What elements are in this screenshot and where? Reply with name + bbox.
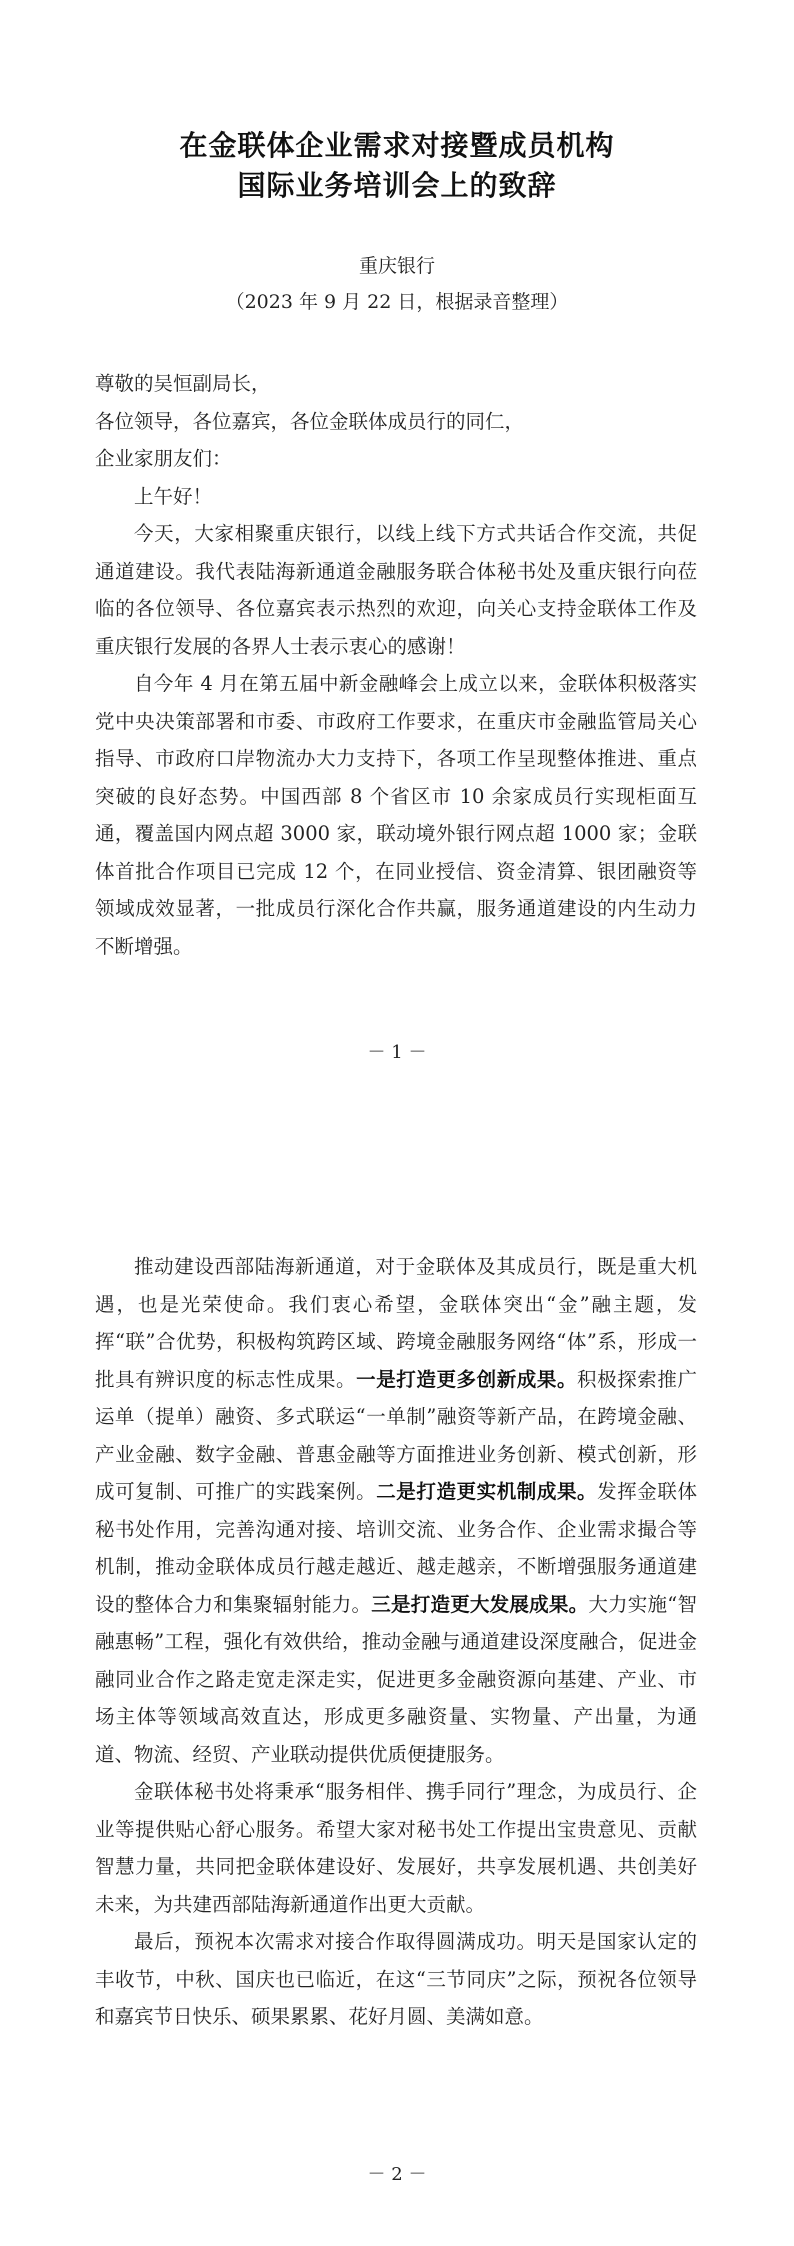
speech-dateline: （2023 年 9 月 22 日，根据录音整理） [225,291,569,313]
speech-body-page-2 [95,1248,697,2036]
title-line-1: 在金联体企业需求对接暨成员机构 [179,129,615,162]
point-2-body: 发挥金联体秘书处作用，完善沟通对接、培训交流、业务合作、企业需求撮合等机制，推动金联体成员行越走越近、越走越亲，不断增强服务通道建设的整体合力和集聚辐射能力。 [95,1480,697,1616]
salutation-line: 尊敬的吴恒副局长， [95,372,271,395]
salutation-line: 企业家朋友们： [95,447,232,470]
point-1-heading: 一是打造更多创新成果。 [356,1367,578,1391]
title-line-2: 国际业务培训会上的致辞 [237,169,557,202]
page-number: － 2 － [367,2164,427,2185]
point-3-body: 大力实施“智融惠畅”工程，强化有效供给，推动金融与通道建设深度融合，促进金融同业合作之路走宽走深走实，促进更多金融资源向基建、产业、市场主体等领域高效直达，形成更多融资量、实物量、产出量，为通道、物流、经贸、产业联动提供优质便捷服务。 [95,1592,697,1766]
point-3-heading: 三是打造更大发展成果。 [371,1592,589,1616]
speaker-organization: 重庆银行 [358,255,435,277]
paragraph-welcome: 今天，大家相聚重庆银行，以线上线下方式共话合作交流，共促通道建设。我代表陆海新通道金融服务联合体秘书处及重庆银行向莅临的各位领导、各位嘉宾表示热烈的欢迎，向关心支持金联体工作及重庆银行发展的各界人士表示衷心的感谢！ [95,522,697,658]
point-2-heading: 二是打造更实机制成果。 [376,1480,598,1503]
paragraph-intro: 推动建设西部陆海新通道，对于金联体及其成员行，既是重大机遇，也是光荣使命。我们衷心希望，金联体突出“金”融主题，发挥“联”合优势，积极构筑跨区域、跨境金融服务网络“体”系，形成一批具有辨识度的标志性成果。 [95,1255,697,1391]
greeting: 上午好！ [134,484,213,508]
paragraph-key-points [95,1248,697,1773]
document-page-2 [0,1123,794,2246]
speech-body-page-1 [95,365,697,965]
paragraph-secretariat: 金联体秘书处将秉承“服务相伴、携手同行”理念，为成员行、企业等提供贴心舒心服务。希望大家对秘书处工作提出宝贵意见、贡献智慧力量，共同把金联体建设好、发展好，共享发展机遇、共创美好未来，为共建西部陆海新通道作出更大贡献。 [95,1780,697,1916]
document-title [0,126,794,206]
paragraph-achievements: 自今年 4 月在第五届中新金融峰会上成立以来，金联体积极落实党中央决策部署和市委、市政府工作要求，在重庆市金融监管局关心指导、市政府口岸物流办大力支持下，各项工作呈现整体推进、重点突破的良好态势。中国西部 8 个省区市 10 余家成员行实现柜面互通，覆盖国内网点超 3000 家，联动境外银行网点超 1000 家；金联体首批合作项目已完成 12 个，在同业授信、资金清算、银团融资等领域成效显著，一批成员行深化合作共赢，服务通道建设的内生动力不断增强。 [95,672,697,958]
point-1-body: 积极探索推广运单（提单）融资、多式联运“一单制”融资等新产品，在跨境金融、产业金融、数字金融、普惠金融等方面推进业务创新、模式创新，形成可复制、可推广的实践案例。 [95,1367,697,1503]
page-number: － 1 － [367,1042,427,1063]
salutation-line: 各位领导，各位嘉宾，各位金联体成员行的同仁， [95,409,525,433]
paragraph-closing: 最后，预祝本次需求对接合作取得圆满成功。明天是国家认定的丰收节，中秋、国庆也已临近，在这“三节同庆”之际，预祝各位领导和嘉宾节日快乐、硕果累累、花好月圆、美满如意。 [95,1930,697,2028]
